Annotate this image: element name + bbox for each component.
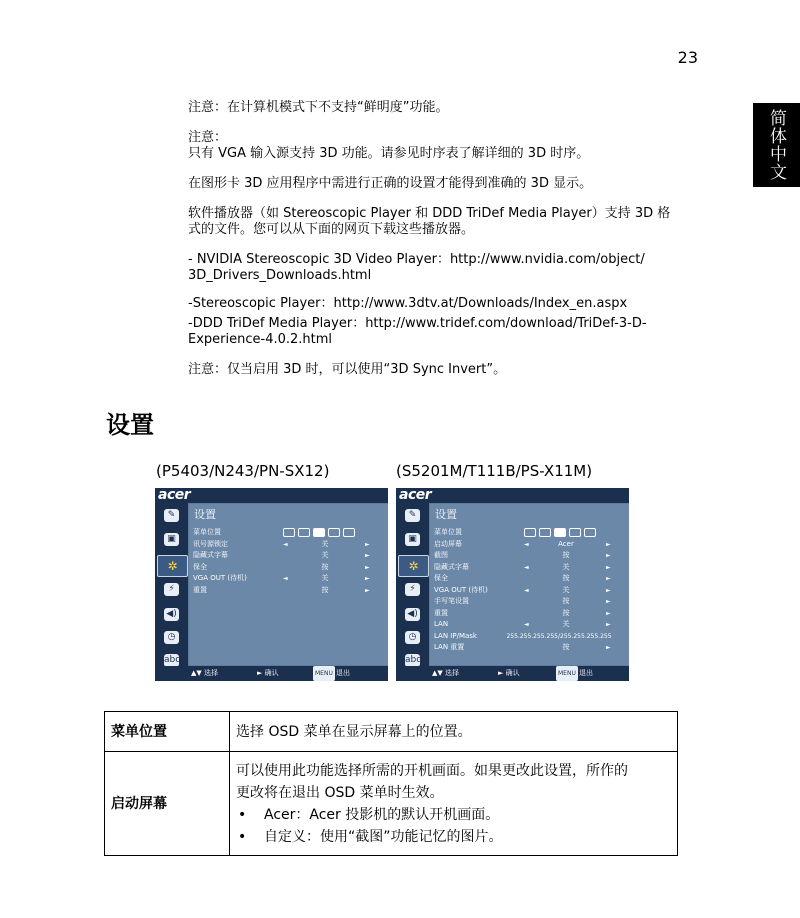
list-item (236, 804, 671, 826)
osd-position-box[interactable] (313, 528, 325, 537)
table-key: 菜单位置 (105, 712, 230, 752)
osd-row-label: 菜单位置 (193, 528, 221, 536)
osd-row-value: 按 (562, 597, 570, 605)
language-icon: abc (164, 655, 181, 665)
osd-row-value: 关 (562, 620, 570, 628)
osd-position-box[interactable] (569, 528, 581, 537)
osd-footer-confirm: ► 确认 (498, 669, 520, 677)
osd-menu-row[interactable] (434, 596, 629, 607)
osd-row-label: VGA OUT (待机) (193, 574, 247, 582)
left-arrow-icon: ◄ (524, 540, 529, 548)
menu-key: MENU (313, 666, 335, 681)
osd-row-value: 按 (562, 643, 570, 651)
osd-footer-exit: 退出 (336, 669, 350, 677)
language-icon: abc (405, 655, 422, 665)
menu-key: MENU (556, 666, 578, 681)
osd-screenshot-right (396, 488, 629, 681)
image-icon: ▣ (405, 533, 420, 546)
osd-row-value: 按 (321, 585, 329, 594)
osd-menu-row[interactable] (434, 585, 629, 596)
settings-table (104, 711, 678, 856)
table-key: 启动屏幕 (105, 752, 230, 856)
osd-row-label: LAN (434, 620, 449, 628)
osd-position-options[interactable] (524, 528, 596, 537)
osd-menu-row[interactable] (193, 527, 388, 538)
osd-menu-row[interactable] (193, 562, 388, 573)
osd-topbar (155, 488, 388, 503)
osd-topbar (396, 488, 629, 503)
osd-position-options[interactable] (283, 528, 355, 537)
right-arrow-icon: ► (365, 563, 370, 571)
note-2-label: 注意： (188, 130, 228, 145)
osd-title: 设置 (435, 508, 457, 521)
note-6: -Stereoscopic Player：http://www.3dtv.at/Downloads/Index_en.aspx (188, 296, 628, 311)
table-value: 选择 OSD 菜单在显示屏幕上的位置。 (230, 712, 678, 752)
osd-menu-row[interactable] (193, 573, 388, 584)
page-number: 23 (677, 48, 698, 67)
color-icon: ✎ (164, 509, 179, 522)
osd-row-label: 手写笔设置 (434, 597, 469, 605)
table-row (105, 712, 678, 752)
osd-menu-row[interactable] (434, 631, 629, 642)
osd-menu-row[interactable] (434, 550, 629, 561)
table-row (105, 752, 678, 856)
osd-icon-column (396, 503, 429, 666)
osd-row-label: 保全 (434, 574, 448, 582)
right-arrow-icon: ► (606, 575, 611, 582)
osd-menu-row[interactable] (434, 562, 629, 573)
osd-menu-row[interactable] (434, 573, 629, 584)
right-arrow-icon: ► (606, 540, 611, 548)
audio-icon: ◀) (164, 608, 179, 621)
osd-row-value: 按 (562, 551, 570, 559)
note-5-line1: - NVIDIA Stereoscopic 3D Video Player：http://www.nvidia.com/object/ (188, 252, 645, 267)
osd-row-value: 关 (562, 585, 570, 594)
osd-row-label: 保全 (193, 562, 207, 571)
osd-position-box[interactable] (343, 528, 355, 537)
osd-menu-row[interactable] (434, 539, 629, 550)
osd-screenshot-left (155, 488, 388, 681)
note-4-line2: 式的文件。您可以从下面的网页下载这些播放器。 (188, 222, 475, 237)
notes-block (188, 100, 678, 378)
audio-icon: ◀) (405, 608, 420, 621)
osd-row-label: 重置 (193, 585, 207, 594)
right-arrow-icon: ► (606, 609, 611, 617)
osd-menu-row[interactable] (193, 585, 388, 596)
osd-menu-row[interactable] (434, 619, 629, 630)
management-icon: ⚡ (164, 583, 179, 596)
note-2-text: 只有 VGA 输入源支持 3D 功能。请参见时序表了解详细的 3D 时序。 (188, 146, 590, 161)
osd-menu-row[interactable] (193, 550, 388, 561)
language-tab: 简体中文 (753, 103, 800, 187)
osd-row-label: 启动屏幕 (434, 539, 462, 548)
timer-icon: ◷ (164, 631, 179, 644)
image-icon: ▣ (164, 533, 179, 546)
right-arrow-icon: ► (365, 586, 370, 594)
osd-position-box[interactable] (539, 528, 551, 537)
osd-menu-row[interactable] (434, 527, 629, 538)
osd-icon-column (155, 503, 188, 666)
osd-position-box[interactable] (524, 528, 536, 537)
note-5-line2: 3D_Drivers_Downloads.html (188, 268, 372, 283)
osd-row-label: VGA OUT (待机) (434, 585, 488, 594)
list-item (236, 826, 671, 848)
right-arrow-icon: ► (606, 586, 611, 594)
bullet: • (238, 828, 247, 845)
osd-row-value: 按 (321, 562, 329, 571)
note-7-line1: -DDD TriDef Media Player：http://www.tridef.com/download/TriDef-3-D- (188, 316, 647, 331)
osd-menu-row[interactable] (193, 539, 388, 550)
osd-panel (189, 504, 388, 665)
note-3: 在图形卡 3D 应用程序中需进行正确的设置才能得到准确的 3D 显示。 (188, 176, 593, 191)
osd-footer-select: ▲▼ 选择 (432, 669, 459, 677)
osd-position-box[interactable] (283, 528, 295, 537)
left-arrow-icon: ◄ (524, 563, 529, 571)
osd-row-label: 截图 (434, 551, 448, 559)
list-item-text: Acer：Acer 投影机的默认开机画面。 (264, 806, 500, 823)
right-arrow-icon: ► (606, 598, 611, 605)
caption-left: (P5403/N243/PN-SX12) (156, 462, 330, 480)
table-value-line: 可以使用此功能选择所需的开机画面。如果更改此设置，所作的 (236, 762, 628, 779)
osd-footer-confirm: ► 确认 (257, 669, 279, 677)
right-arrow-icon: ► (365, 575, 370, 582)
osd-row-value: 255.255.255.255/255.255.255.255 (506, 632, 612, 640)
settings-icon: ✲ (398, 555, 429, 577)
note-1: 注意：在计算机模式下不支持“鲜明度”功能。 (188, 100, 449, 115)
management-icon: ⚡ (405, 583, 420, 596)
right-arrow-icon: ► (606, 644, 611, 651)
table-value (230, 752, 678, 856)
osd-panel (430, 504, 629, 665)
osd-row-value: 关 (321, 551, 329, 559)
osd-row-label: LAN 重置 (434, 643, 465, 651)
osd-footer-exit: 退出 (579, 669, 593, 677)
osd-position-box[interactable] (298, 528, 310, 537)
osd-row-label: 隐藏式字幕 (434, 562, 469, 571)
note-7-line2: Experience-4.0.2.html (188, 332, 333, 347)
osd-footer (155, 666, 388, 681)
osd-row-value: 关 (321, 574, 329, 582)
table-value-line: 更改将在退出 OSD 菜单时生效。 (236, 784, 444, 801)
osd-row-value: 关 (562, 562, 570, 571)
osd-row-value: 按 (562, 574, 570, 582)
osd-position-box[interactable] (554, 528, 566, 537)
osd-row-label: 菜单位置 (434, 528, 462, 536)
osd-footer (396, 666, 629, 681)
left-arrow-icon: ◄ (524, 621, 529, 628)
osd-footer-select: ▲▼ 选择 (191, 669, 218, 677)
acer-logo: acer (399, 487, 432, 503)
osd-title: 设置 (194, 508, 216, 521)
right-arrow-icon: ► (365, 540, 370, 548)
timer-icon: ◷ (405, 631, 420, 644)
osd-row-label: 讯号源锁定 (193, 539, 228, 548)
note-4-line1: 软件播放器（如 Stereoscopic Player 和 DDD TriDef Media Player）支持 3D 格 (188, 206, 671, 221)
left-arrow-icon: ◄ (283, 575, 288, 582)
osd-position-box[interactable] (584, 528, 596, 537)
bullet: • (238, 806, 247, 823)
osd-row-label: 隐藏式字幕 (193, 551, 228, 559)
osd-menu-row[interactable] (434, 642, 629, 653)
caption-right: (S5201M/T111B/PS-X11M) (396, 462, 593, 480)
settings-icon: ✲ (157, 555, 188, 577)
left-arrow-icon: ◄ (524, 586, 529, 594)
right-arrow-icon: ► (606, 621, 611, 628)
osd-position-box[interactable] (328, 528, 340, 537)
osd-row-value: 关 (321, 539, 329, 548)
left-arrow-icon: ◄ (283, 540, 288, 548)
color-icon: ✎ (405, 509, 420, 522)
right-arrow-icon: ► (606, 552, 611, 559)
osd-row-value: Acer (558, 539, 574, 548)
right-arrow-icon: ► (365, 552, 370, 559)
osd-row-label: 重置 (434, 608, 448, 617)
section-title: 设置 (106, 411, 154, 439)
acer-logo: acer (158, 487, 191, 503)
list-item-text: 自定义：使用“截图”功能记忆的图片。 (264, 828, 503, 845)
right-arrow-icon: ► (606, 563, 611, 571)
osd-row-value: 按 (562, 608, 570, 617)
osd-row-label: LAN IP/Mask (434, 631, 477, 640)
note-8: 注意：仅当启用 3D 时，可以使用“3D Sync Invert”。 (188, 362, 507, 377)
osd-menu-row[interactable] (434, 608, 629, 619)
